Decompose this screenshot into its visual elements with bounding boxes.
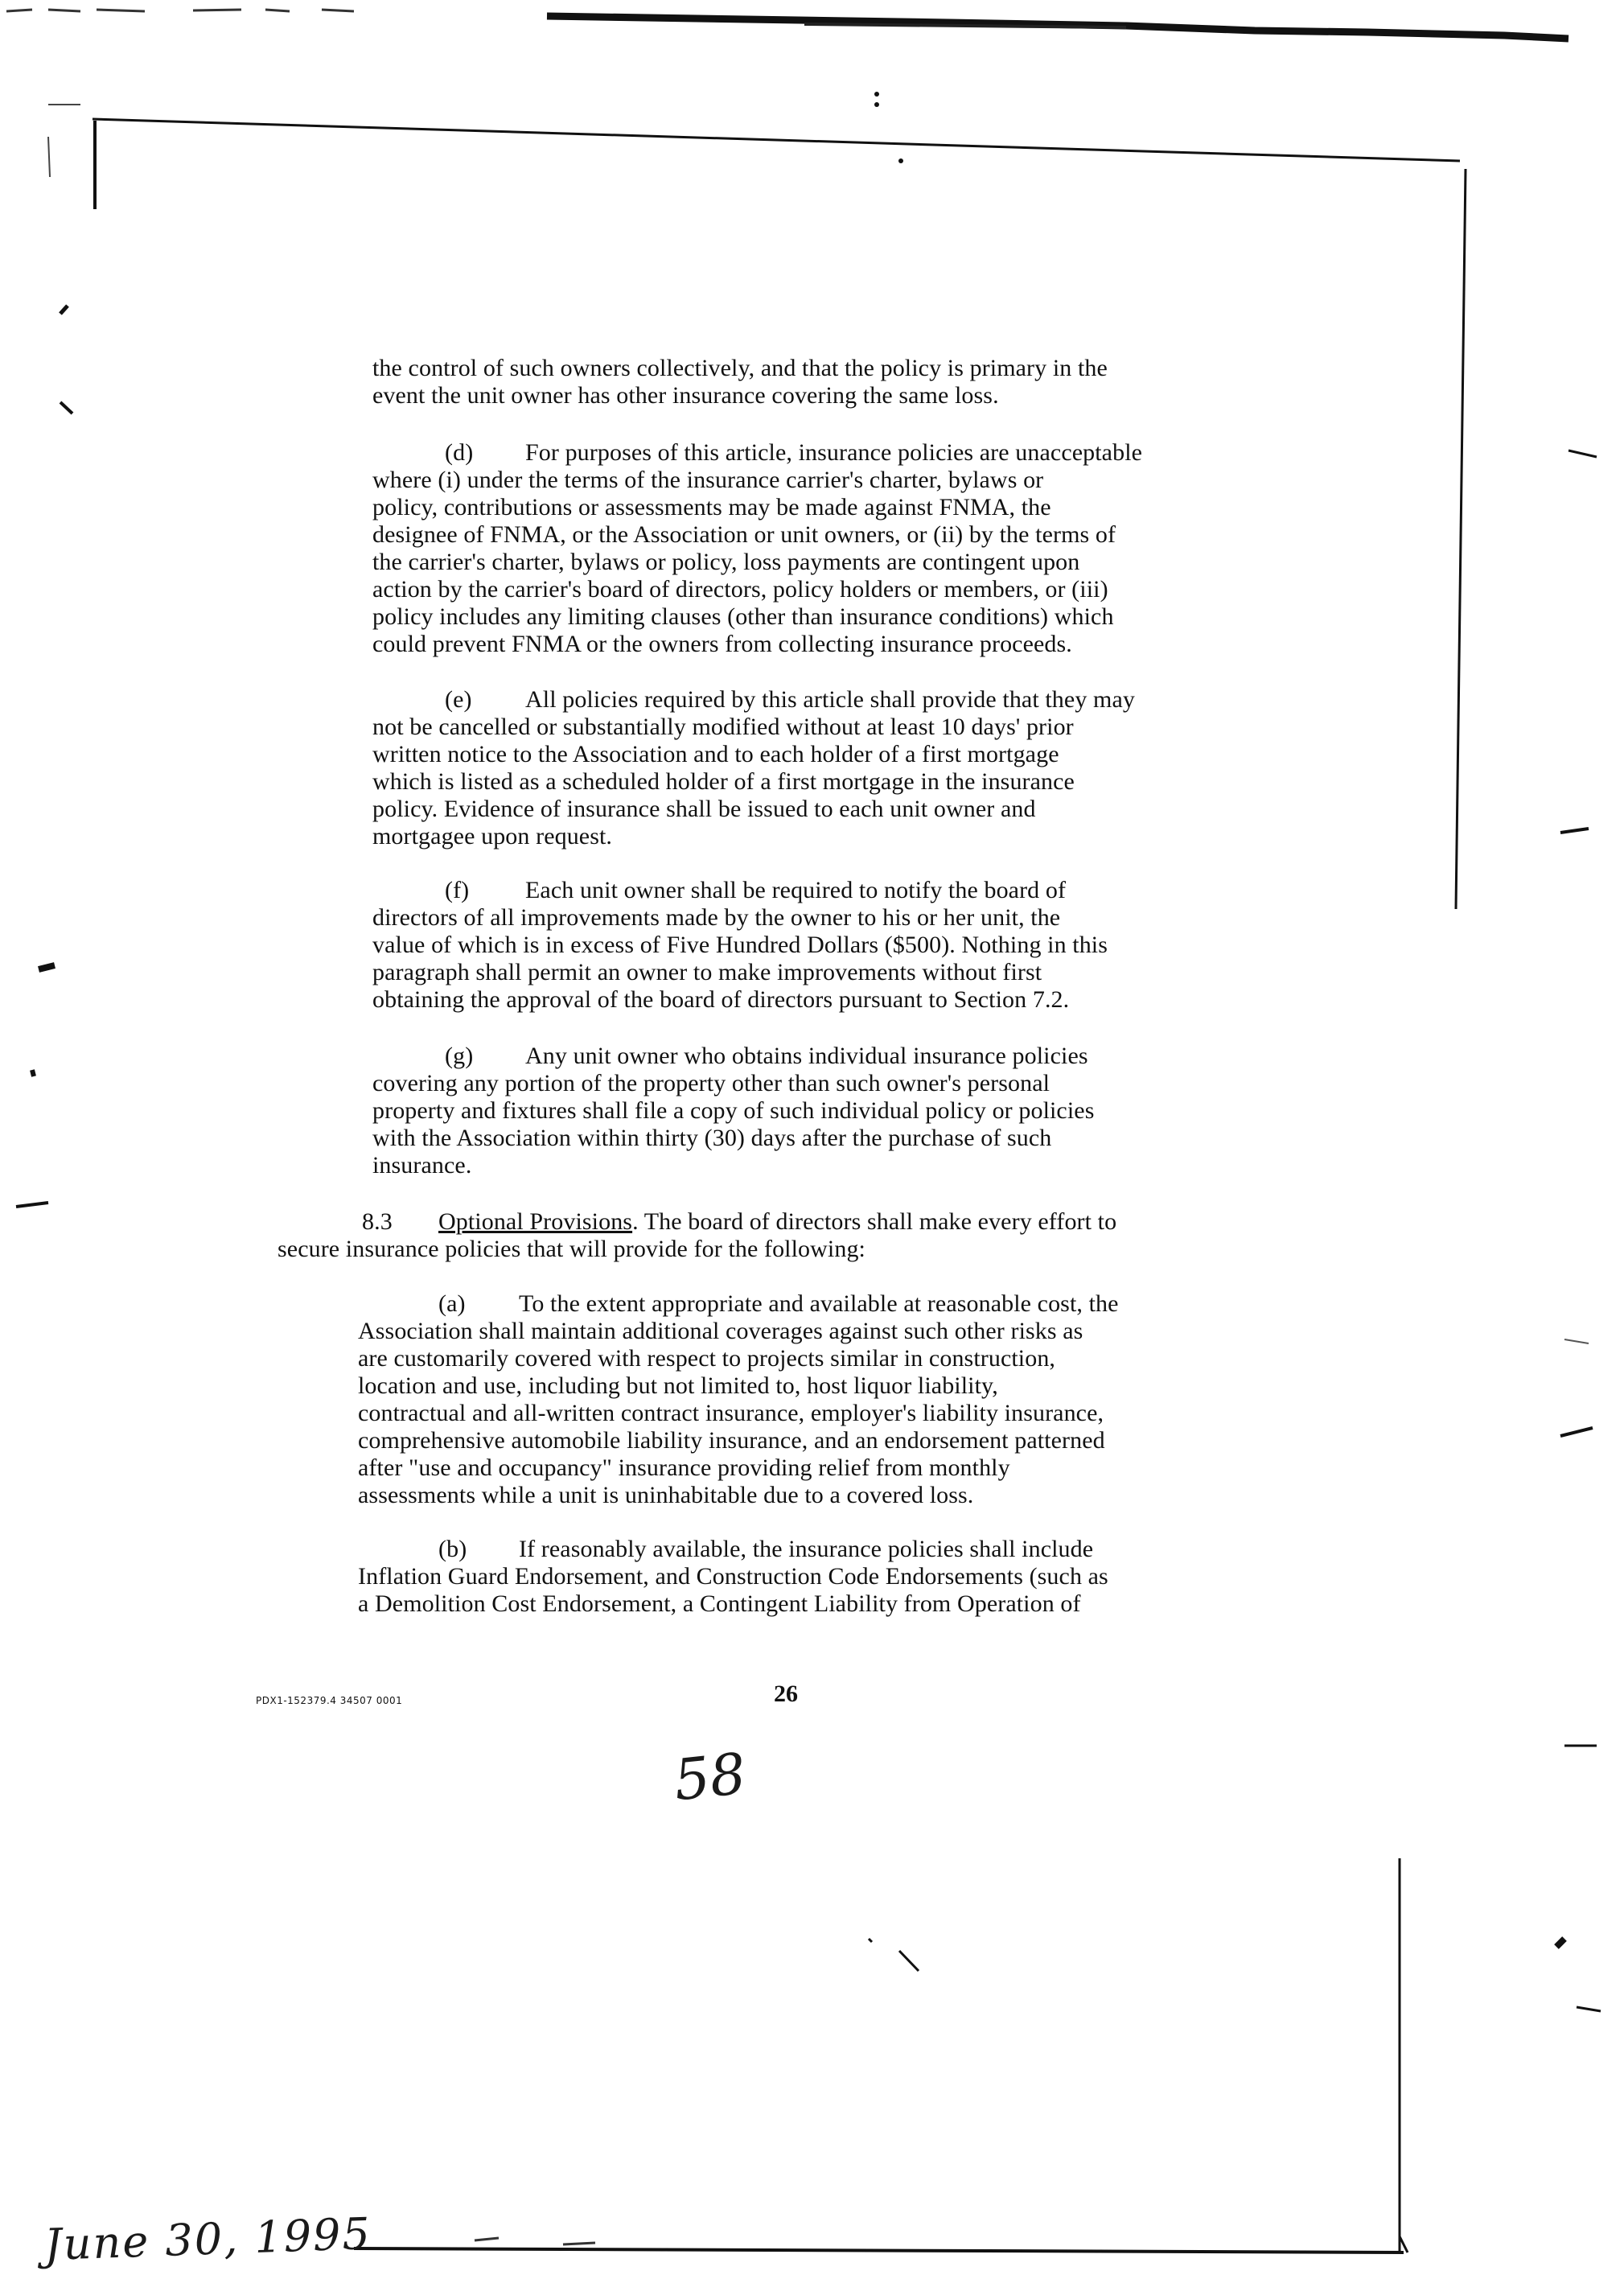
handwritten-page-number: 58 [670,1740,750,1814]
paragraph-g-text: Any unit owner who obtains individual insurance policies covering any portion of the property other than such owner's personal property and fixtures shall file a copy of such individual policy or policies with the Association within thirty (30) days after the purchase of such insurance. [372,1043,1095,1179]
paragraph-e-label: (e) [445,686,472,713]
section-8-3-text-line1: . The board of directors shall make every effort to [632,1208,1117,1235]
paragraph-e [372,686,1135,850]
paragraph-d [372,439,1142,658]
handwritten-date: June 30, 1995 [43,2207,372,2271]
page-number: 26 [774,1681,798,1707]
section-8-3-text-rest: secure insurance policies that will provide for the following: [278,1236,865,1262]
paragraph-a-text: To the extent appropriate and available at reasonable cost, the Association shall maintain additional coverages against such other risks as are customarily covered with respect to projects similar in construction, location and use, including but not limited to, host liquor liability, contractual and all-written contract insurance, employer's liability insurance, comprehensive automobile liability insurance, and an endorsement patterned after "use and occupancy" insurance providing relief from monthly assessments while a unit is uninhabitable due to a covered loss. [358,1290,1119,1508]
paragraph-g-label: (g) [445,1043,474,1069]
section-8-3-heading: Optional Provisions [438,1208,633,1235]
paragraph-d-label: (d) [445,439,474,466]
paragraph-b [358,1536,1108,1618]
section-8-3-number: 8.3 [362,1208,393,1235]
continuation-paragraph: the control of such owners collectively, and that the policy is primary in the event the unit owner has other insurance covering the same loss. [372,355,1108,409]
paragraph-f-label: (f) [445,877,470,903]
paragraph-d-text: For purposes of this article, insurance policies are unacceptable where (i) under the terms of the insurance carrier's charter, bylaws or policy, contributions or assessments may be made against FNMA, the designee of FNMA, or the Association or unit owners, or (ii) by the terms of the carrier's charter, bylaws or policy, loss payments are contingent upon action by the carrier's board of directors, policy holders or members, or (iii) policy includes any limiting clauses (other than insurance conditions) which could prevent FNMA or the owners from collecting insurance proceeds. [372,439,1143,657]
paragraph-a-label: (a) [438,1290,466,1317]
paragraph-a [358,1290,1119,1509]
paragraph-g [372,1043,1094,1179]
footer-document-id: PDX1-152379.4 34507 0001 [256,1695,403,1706]
paragraph-f-text: Each unit owner shall be required to notify the board of directors of all improvements made by the owner to his or her unit, the value of which is in excess of Five Hundred Dollars ($500). Nothing in this paragraph shall permit an owner to make improvements without first obtaining the approval of the board of directors pursuant to Section 7.2. [372,877,1108,1013]
section-8-3 [278,1208,1315,1263]
paragraph-e-text: All policies required by this article shall provide that they may not be cancelled or substantially modified without at least 10 days' prior written notice to the Association and to each holder of a first mortgage which is listed as a scheduled holder of a first mortgage in the insurance policy. Evidence of insurance shall be issued to each unit owner and mortgagee upon request. [372,686,1135,850]
paragraph-b-text: If reasonably available, the insurance policies shall include Inflation Guard Endorsement, and Construction Code Endorsements (such as a Demolition Cost Endorsement, a Contingent Liability from Operation of [358,1536,1108,1617]
paragraph-f [372,877,1108,1014]
paragraph-b-label: (b) [438,1536,467,1562]
